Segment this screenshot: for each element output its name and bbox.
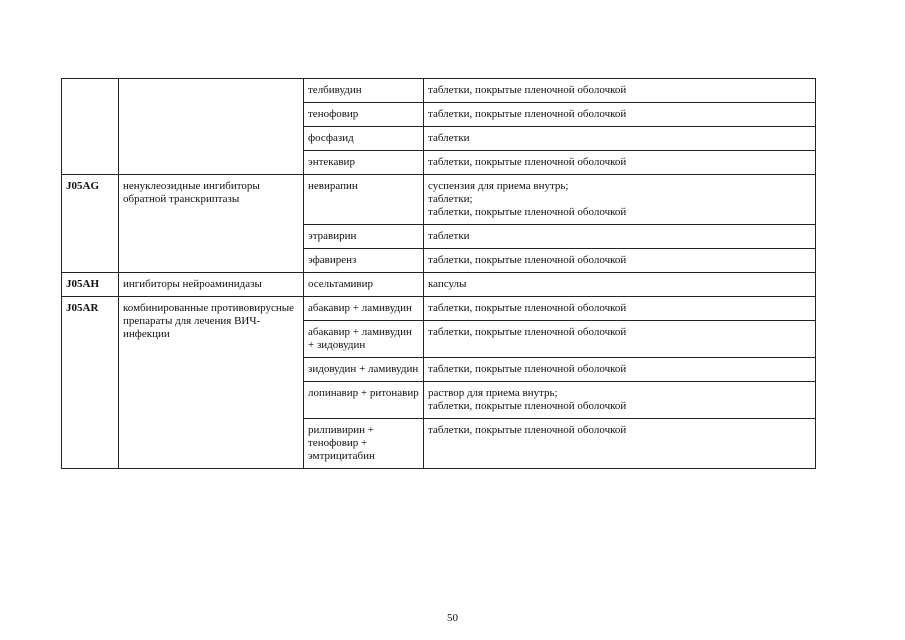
drug-name-cell: рилпивирин + тенофовир + эмтрицитабин [304,419,424,469]
drug-name-cell: эфавиренз [304,249,424,273]
dosage-form: таблетки; [428,193,473,205]
dosage-form-cell [424,79,816,103]
drug-name-cell: фосфазид [304,127,424,151]
dosage-form-cell [424,103,816,127]
dosage-form-cell [424,321,816,358]
dosage-form: таблетки, покрытые пленочной оболочкой [428,254,627,266]
dosage-form-cell [424,382,816,419]
table-row [62,273,816,297]
dosage-form: таблетки, покрытые пленочной оболочкой [428,156,627,168]
drug-name-cell: этравирин [304,225,424,249]
group-name-cell: ненуклеозидные ингибиторы обратной транскриптазы [119,175,304,273]
drug-name-cell: зидовудин + ламивудин [304,358,424,382]
dosage-form: таблетки, покрытые пленочной оболочкой [428,424,627,436]
dosage-form-cell [424,225,816,249]
atc-code-cell: J05AG [62,175,119,273]
atc-code-cell: J05AR [62,297,119,469]
atc-code-cell [62,79,119,175]
dosage-form: таблетки, покрытые пленочной оболочкой [428,84,627,96]
dosage-form-cell [424,151,816,175]
group-name-cell [119,79,304,175]
table-row [62,175,816,225]
dosage-form-cell [424,249,816,273]
dosage-form: таблетки, покрытые пленочной оболочкой [428,206,627,218]
drug-name-cell: энтекавир [304,151,424,175]
dosage-form-cell [424,358,816,382]
drug-table [61,78,816,469]
dosage-form-cell [424,273,816,297]
dosage-form: таблетки, покрытые пленочной оболочкой [428,363,627,375]
dosage-form-cell [424,297,816,321]
atc-code-cell: J05AH [62,273,119,297]
table-row [62,79,816,103]
dosage-form: таблетки [428,132,470,144]
dosage-form-cell [424,127,816,151]
drug-name-cell: телбивудин [304,79,424,103]
table-row [62,297,816,321]
group-name-cell: ингибиторы нейроаминидазы [119,273,304,297]
drug-name-cell: тенофовир [304,103,424,127]
drug-name-cell: абакавир + ламивудин [304,297,424,321]
dosage-form: раствор для приема внутрь; [428,387,558,399]
page-number: 50 [447,612,458,624]
dosage-form: суспензия для приема внутрь; [428,180,569,192]
drug-name-cell: невирапин [304,175,424,225]
dosage-form-cell [424,175,816,225]
dosage-form: таблетки, покрытые пленочной оболочкой [428,326,627,338]
dosage-form: таблетки [428,230,470,242]
dosage-form: капсулы [428,278,467,290]
dosage-form: таблетки, покрытые пленочной оболочкой [428,108,627,120]
drug-name-cell: абакавир + ламивудин + зидовудин [304,321,424,358]
dosage-form: таблетки, покрытые пленочной оболочкой [428,302,627,314]
dosage-form-cell [424,419,816,469]
drug-name-cell: осельтамивир [304,273,424,297]
group-name-cell: комбинированные противовирусные препараты для лечения ВИЧ-инфекции [119,297,304,469]
drug-name-cell: лопинавир + ритонавир [304,382,424,419]
dosage-form: таблетки, покрытые пленочной оболочкой [428,400,627,412]
